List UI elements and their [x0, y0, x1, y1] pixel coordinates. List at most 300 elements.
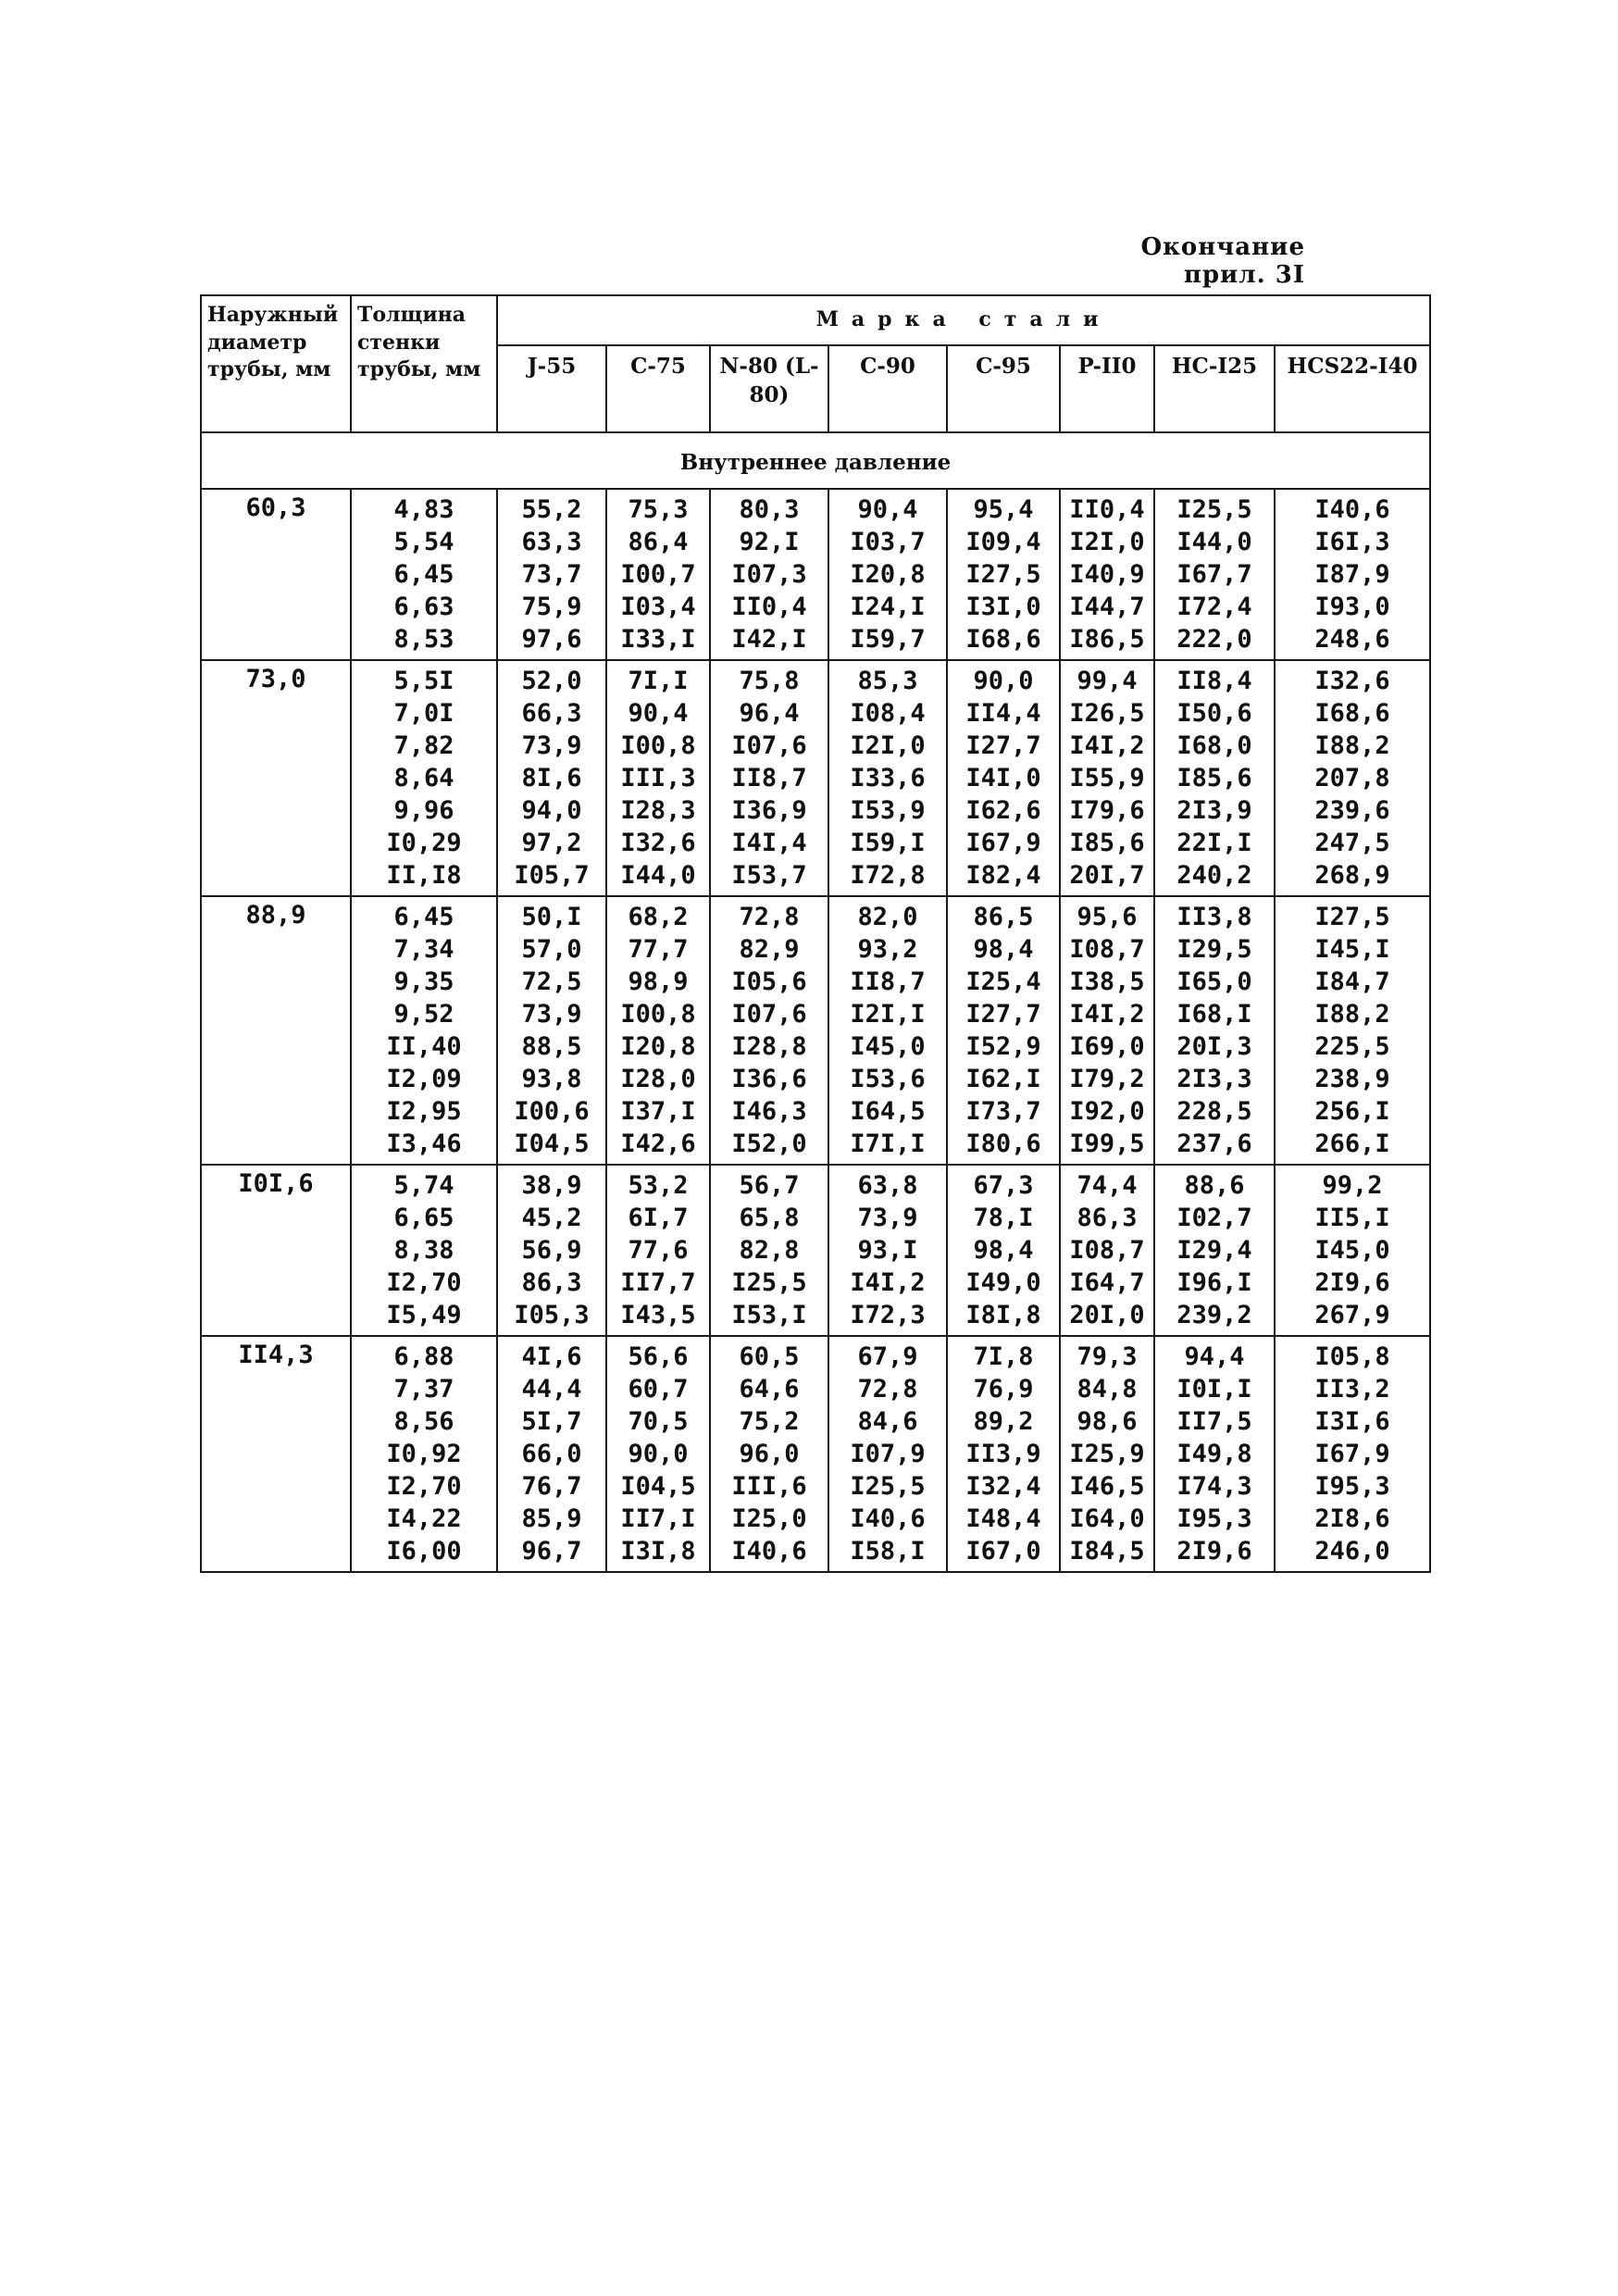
- pressure-value: 68,2: [628, 903, 689, 931]
- wall-thickness-value: I3,46: [386, 1129, 462, 1158]
- pressure-value: I05,3: [514, 1301, 590, 1329]
- pressure-value: II0,4: [1069, 495, 1145, 524]
- pressure-value: I49,0: [965, 1268, 1041, 1297]
- pressure-value: I42,6: [620, 1129, 696, 1158]
- pressure-value: I08,7: [1069, 1236, 1145, 1265]
- pressure-value: I55,9: [1069, 764, 1145, 792]
- pressure-value: III,6: [731, 1472, 807, 1501]
- header-steel-grade: Марка стали: [497, 295, 1430, 345]
- pressure-value: I50,6: [1176, 699, 1252, 728]
- pressure-value: 60,5: [739, 1342, 800, 1371]
- pressure-cell: [1275, 489, 1430, 660]
- pressure-value: 98,9: [628, 967, 689, 996]
- pressure-value: I4I,4: [731, 829, 807, 857]
- wall-thickness-value: 5,5I: [393, 667, 454, 695]
- wall-thickness-value: I2,70: [386, 1268, 462, 1297]
- pressure-cell: [606, 896, 710, 1165]
- pressure-value: 5I,7: [521, 1407, 582, 1436]
- pressure-cell: [606, 1165, 710, 1336]
- wall-thickness-value: 6,65: [393, 1204, 454, 1232]
- pressure-value: I3I,8: [620, 1537, 696, 1566]
- pressure-value: I49,8: [1176, 1440, 1252, 1468]
- pressure-value: I25,5: [1176, 495, 1252, 524]
- pressure-value: 89,2: [973, 1407, 1034, 1436]
- pressure-value: I4I,2: [1069, 731, 1145, 760]
- pressure-value: I27,7: [965, 731, 1041, 760]
- pressure-value: I03,7: [850, 528, 926, 556]
- pressure-value: I99,5: [1069, 1129, 1145, 1158]
- pressure-value: I53,7: [731, 861, 807, 890]
- pressure-value: I27,5: [965, 560, 1041, 589]
- pressure-value: I36,6: [731, 1065, 807, 1093]
- pressure-value: I68,6: [965, 625, 1041, 654]
- pressure-value: 66,3: [521, 699, 582, 728]
- pressure-value: 248,6: [1314, 625, 1390, 654]
- pressure-value: I00,8: [620, 731, 696, 760]
- pressure-value: I40,6: [1314, 495, 1390, 524]
- pressure-value: I32,4: [965, 1472, 1041, 1501]
- pressure-value: I02,7: [1176, 1204, 1252, 1232]
- pressure-value: II3,8: [1176, 903, 1252, 931]
- pressure-value: 52,0: [521, 667, 582, 695]
- pressure-cell: [1275, 660, 1430, 896]
- pressure-value: 57,0: [521, 935, 582, 964]
- pressure-value: I04,5: [620, 1472, 696, 1501]
- pressure-value: 80,3: [739, 495, 800, 524]
- pressure-value: I74,3: [1176, 1472, 1252, 1501]
- pressure-value: 84,6: [857, 1407, 918, 1436]
- pressure-value: I3I,0: [965, 593, 1041, 621]
- pressure-value: I67,9: [965, 829, 1041, 857]
- pressure-value: I69,0: [1069, 1032, 1145, 1061]
- pressure-value: I28,8: [731, 1032, 807, 1061]
- pressure-value: 99,4: [1077, 667, 1138, 695]
- pressure-value: 97,2: [521, 829, 582, 857]
- header-grade: HCS22-I40: [1275, 345, 1430, 432]
- pressure-value: 64,6: [739, 1375, 800, 1404]
- wall-thickness-value: 4,83: [393, 495, 454, 524]
- pressure-value: I53,9: [850, 796, 926, 825]
- pressure-cell: [497, 896, 606, 1165]
- pressure-value: 20I,3: [1176, 1032, 1252, 1061]
- pressure-value: I68,0: [1176, 731, 1252, 760]
- wall-thickness-value: I0,92: [386, 1440, 462, 1468]
- wall-thickness-value: II,I8: [386, 861, 462, 890]
- pressure-value: I52,9: [965, 1032, 1041, 1061]
- pressure-value: 93,I: [857, 1236, 918, 1265]
- wall-thickness-value: II,40: [386, 1032, 462, 1061]
- pressure-value: I80,6: [965, 1129, 1041, 1158]
- pressure-value: I46,3: [731, 1097, 807, 1126]
- pressure-value: I40,9: [1069, 560, 1145, 589]
- pressure-cell: [1275, 1336, 1430, 1572]
- pressure-cell: [1060, 489, 1154, 660]
- pressure-value: I4I,0: [965, 764, 1041, 792]
- wall-thickness-value: 5,54: [393, 528, 454, 556]
- pressure-value: I73,7: [965, 1097, 1041, 1126]
- pressure-cell: [828, 489, 947, 660]
- pressure-value: I93,0: [1314, 593, 1390, 621]
- pressure-cell: [1060, 660, 1154, 896]
- pressure-value: 75,2: [739, 1407, 800, 1436]
- pressure-cell: [828, 1165, 947, 1336]
- pressure-value: I59,I: [850, 829, 926, 857]
- pressure-value: I6I,3: [1314, 528, 1390, 556]
- pressure-value: I84,7: [1314, 967, 1390, 996]
- pressure-cell: [710, 489, 828, 660]
- pressure-value: I87,9: [1314, 560, 1390, 589]
- pressure-value: 2I3,9: [1176, 796, 1252, 825]
- pressure-value: 86,4: [628, 528, 689, 556]
- table-row-group: [201, 1336, 1430, 1572]
- pressure-value: 63,3: [521, 528, 582, 556]
- pressure-value: 6I,7: [628, 1204, 689, 1232]
- pressure-value: 65,8: [739, 1204, 800, 1232]
- pressure-value: 78,I: [973, 1204, 1034, 1232]
- pressure-value: I29,5: [1176, 935, 1252, 964]
- pressure-cell: [1154, 660, 1275, 896]
- wall-thickness-cell: [351, 1165, 497, 1336]
- header-grade: J-55: [497, 345, 606, 432]
- pressure-value: 86,3: [1077, 1204, 1138, 1232]
- pressure-cell: [1060, 1165, 1154, 1336]
- pressure-value: I20,8: [850, 560, 926, 589]
- pressure-value: 86,5: [973, 903, 1034, 931]
- wall-thickness-cell: [351, 660, 497, 896]
- pressure-value: 90,0: [628, 1440, 689, 1468]
- pressure-value: I32,6: [620, 829, 696, 857]
- pressure-cell: [497, 489, 606, 660]
- pressure-value: 95,4: [973, 495, 1034, 524]
- wall-thickness-value: 7,37: [393, 1375, 454, 1404]
- pressure-value: I45,0: [1314, 1236, 1390, 1265]
- pressure-cell: [1275, 896, 1430, 1165]
- table-row-group: [201, 1165, 1430, 1336]
- outer-diameter-cell: 88,9: [201, 896, 351, 1165]
- wall-thickness-value: 8,56: [393, 1407, 454, 1436]
- pressure-value: 240,2: [1176, 861, 1252, 890]
- pressure-cell: [947, 896, 1060, 1165]
- pressure-value: 77,6: [628, 1236, 689, 1265]
- pressure-value: I53,I: [731, 1301, 807, 1329]
- pressure-value: 75,9: [521, 593, 582, 621]
- pressure-value: I07,9: [850, 1440, 926, 1468]
- wall-thickness-value: 8,38: [393, 1236, 454, 1265]
- pressure-value: I07,6: [731, 1000, 807, 1029]
- wall-thickness-cell: [351, 489, 497, 660]
- pressure-value: I45,0: [850, 1032, 926, 1061]
- pressure-value: I25,5: [731, 1268, 807, 1297]
- pressure-cell: [828, 1336, 947, 1572]
- pressure-value: I09,4: [965, 528, 1041, 556]
- wall-thickness-value: 7,34: [393, 935, 454, 964]
- pressure-value: I03,4: [620, 593, 696, 621]
- pressure-value: I40,6: [850, 1504, 926, 1533]
- pressure-value: 73,7: [521, 560, 582, 589]
- wall-thickness-value: I4,22: [386, 1504, 462, 1533]
- pressure-value: I95,3: [1314, 1472, 1390, 1501]
- pressure-value: 96,4: [739, 699, 800, 728]
- pressure-value: I8I,8: [965, 1301, 1041, 1329]
- pressure-value: I05,6: [731, 967, 807, 996]
- pressure-value: I53,6: [850, 1065, 926, 1093]
- pressure-value: 93,8: [521, 1065, 582, 1093]
- pressure-value: 4I,6: [521, 1342, 582, 1371]
- pressure-cell: [606, 489, 710, 660]
- pressure-value: I20,8: [620, 1032, 696, 1061]
- pressure-value: 85,9: [521, 1504, 582, 1533]
- header-grade: N-80 (L-80): [710, 345, 828, 432]
- pressure-value: 88,6: [1184, 1171, 1245, 1200]
- pressure-value: 73,9: [857, 1204, 918, 1232]
- pressure-value: I00,6: [514, 1097, 590, 1126]
- outer-diameter-cell: 60,3: [201, 489, 351, 660]
- pressure-value: I67,9: [1314, 1440, 1390, 1468]
- pressure-value: 22I,I: [1176, 829, 1252, 857]
- pressure-value: 92,I: [739, 528, 800, 556]
- pressure-value: 56,9: [521, 1236, 582, 1265]
- pressure-value: I42,I: [731, 625, 807, 654]
- pressure-value: II7,7: [620, 1268, 696, 1297]
- pressure-value: I32,6: [1314, 667, 1390, 695]
- header-grade: C-75: [606, 345, 710, 432]
- pressure-value: I68,6: [1314, 699, 1390, 728]
- pressure-cell: [1154, 1336, 1275, 1572]
- wall-thickness-value: I2,09: [386, 1065, 462, 1093]
- wall-thickness-value: 7,82: [393, 731, 454, 760]
- header-outer-diameter: Наружный диаметр трубы, мм: [201, 295, 351, 432]
- pressure-value: II4,4: [965, 699, 1041, 728]
- pressure-value: 82,9: [739, 935, 800, 964]
- pressure-cell: [947, 1165, 1060, 1336]
- header-grade: C-95: [947, 345, 1060, 432]
- pressure-value: I0I,I: [1176, 1375, 1252, 1404]
- pressure-value: 228,5: [1176, 1097, 1252, 1126]
- pressure-value: II7,I: [620, 1504, 696, 1533]
- outer-diameter-cell: II4,3: [201, 1336, 351, 1572]
- pressure-cell: [1154, 489, 1275, 660]
- pressure-value: 99,2: [1322, 1171, 1383, 1200]
- pressure-value: I38,5: [1069, 967, 1145, 996]
- header-wall-thickness: Толщина стенки трубы, мм: [351, 295, 497, 432]
- pressure-value: I24,I: [850, 593, 926, 621]
- pressure-value: I59,7: [850, 625, 926, 654]
- pressure-value: I64,0: [1069, 1504, 1145, 1533]
- pressure-value: I62,I: [965, 1065, 1041, 1093]
- pressure-value: 7I,8: [973, 1342, 1034, 1371]
- pressure-value: 222,0: [1176, 625, 1252, 654]
- pressure-value: I7I,I: [850, 1129, 926, 1158]
- pressure-value: I05,8: [1314, 1342, 1390, 1371]
- wall-thickness-value: 8,53: [393, 625, 454, 654]
- pressure-value: II5,I: [1314, 1204, 1390, 1232]
- pressure-value: 72,5: [521, 967, 582, 996]
- pressure-value: I25,4: [965, 967, 1041, 996]
- pressure-value: 75,3: [628, 495, 689, 524]
- pressure-value: 60,7: [628, 1375, 689, 1404]
- pressure-value: I72,4: [1176, 593, 1252, 621]
- pressure-value: 63,8: [857, 1171, 918, 1200]
- pressure-value: I44,0: [620, 861, 696, 890]
- wall-thickness-cell: [351, 896, 497, 1165]
- wall-thickness-value: 8,64: [393, 764, 454, 792]
- pressure-value: I88,2: [1314, 731, 1390, 760]
- pressure-value: I08,7: [1069, 935, 1145, 964]
- pressure-value: 2I9,6: [1176, 1537, 1252, 1566]
- wall-thickness-value: I2,70: [386, 1472, 462, 1501]
- pressure-value: I00,8: [620, 1000, 696, 1029]
- pressure-value: I44,7: [1069, 593, 1145, 621]
- pressure-value: I29,4: [1176, 1236, 1252, 1265]
- pressure-value: 207,8: [1314, 764, 1390, 792]
- pressure-value: II8,4: [1176, 667, 1252, 695]
- pressure-value: I52,0: [731, 1129, 807, 1158]
- wall-thickness-value: 9,35: [393, 967, 454, 996]
- pressure-value: 268,9: [1314, 861, 1390, 890]
- pressure-value: I33,I: [620, 625, 696, 654]
- pressure-cell: [606, 1336, 710, 1572]
- pressure-value: 98,6: [1077, 1407, 1138, 1436]
- pressure-value: 2I9,6: [1314, 1268, 1390, 1297]
- pressure-value: I4I,2: [850, 1268, 926, 1297]
- pressure-cell: [710, 660, 828, 896]
- pressure-value: II8,7: [850, 967, 926, 996]
- pressure-value: 85,3: [857, 667, 918, 695]
- pressure-value: 86,3: [521, 1268, 582, 1297]
- pressure-value: 72,8: [739, 903, 800, 931]
- pressure-value: 90,0: [973, 667, 1034, 695]
- pressure-value: 90,4: [857, 495, 918, 524]
- pressure-value: I26,5: [1069, 699, 1145, 728]
- wall-thickness-value: 7,0I: [393, 699, 454, 728]
- pressure-value: I62,6: [965, 796, 1041, 825]
- pressure-value: I67,0: [965, 1537, 1041, 1566]
- pressure-value: II7,5: [1176, 1407, 1252, 1436]
- pressure-value: 88,5: [521, 1032, 582, 1061]
- pressure-value: 94,4: [1184, 1342, 1245, 1371]
- pressure-value: I82,4: [965, 861, 1041, 890]
- header-grade: C-90: [828, 345, 947, 432]
- pressure-value: I36,9: [731, 796, 807, 825]
- pressure-value: I72,3: [850, 1301, 926, 1329]
- pressure-cell: [828, 896, 947, 1165]
- pressure-value: 238,9: [1314, 1065, 1390, 1093]
- pressure-value: 67,9: [857, 1342, 918, 1371]
- pressure-value: 239,2: [1176, 1301, 1252, 1329]
- pressure-value: I44,0: [1176, 528, 1252, 556]
- pressure-value: 74,4: [1077, 1171, 1138, 1200]
- pressure-value: 98,4: [973, 1236, 1034, 1265]
- pressure-cell: [710, 896, 828, 1165]
- pressure-value: I68,I: [1176, 1000, 1252, 1029]
- pressure-value: 267,9: [1314, 1301, 1390, 1329]
- header-grade: P-II0: [1060, 345, 1154, 432]
- pressure-value: II3,2: [1314, 1375, 1390, 1404]
- pressure-value: I2I,0: [1069, 528, 1145, 556]
- pressure-value: 53,2: [628, 1171, 689, 1200]
- pressure-value: I92,0: [1069, 1097, 1145, 1126]
- table-body: [201, 432, 1430, 1572]
- pressure-value: I84,5: [1069, 1537, 1145, 1566]
- pressure-value: 77,7: [628, 935, 689, 964]
- wall-thickness-cell: [351, 1336, 497, 1572]
- pressure-value: I04,5: [514, 1129, 590, 1158]
- pressure-value: I3I,6: [1314, 1407, 1390, 1436]
- section-title: Внутреннее давление: [201, 432, 1430, 489]
- pressure-value: 266,I: [1314, 1129, 1390, 1158]
- pressure-value: I2I,I: [850, 1000, 926, 1029]
- pressure-value: I08,4: [850, 699, 926, 728]
- outer-diameter-cell: I0I,6: [201, 1165, 351, 1336]
- wall-thickness-value: 6,45: [393, 560, 454, 589]
- pressure-cell: [947, 1336, 1060, 1572]
- pressure-value: I96,I: [1176, 1268, 1252, 1297]
- pressure-cell: [1154, 1165, 1275, 1336]
- pressure-value: I67,7: [1176, 560, 1252, 589]
- pressure-value: 95,6: [1077, 903, 1138, 931]
- pressure-value: 97,6: [521, 625, 582, 654]
- pressure-value: 73,9: [521, 731, 582, 760]
- pressure-cell: [710, 1336, 828, 1572]
- pressure-value: I4I,2: [1069, 1000, 1145, 1029]
- pressure-cell: [947, 489, 1060, 660]
- pressure-value: I48,4: [965, 1504, 1041, 1533]
- pressure-value: I00,7: [620, 560, 696, 589]
- pressure-value: I28,3: [620, 796, 696, 825]
- wall-thickness-value: I0,29: [386, 829, 462, 857]
- pressure-value: I64,5: [850, 1097, 926, 1126]
- pressure-value: I79,6: [1069, 796, 1145, 825]
- pressure-value: 20I,7: [1069, 861, 1145, 890]
- pressure-cell: [1060, 1336, 1154, 1572]
- pressure-cell: [1275, 1165, 1430, 1336]
- pressure-value: I07,6: [731, 731, 807, 760]
- pressure-value: II0,4: [731, 593, 807, 621]
- pressure-value: 239,6: [1314, 796, 1390, 825]
- pressure-value: I07,3: [731, 560, 807, 589]
- pressure-value: 247,5: [1314, 829, 1390, 857]
- pressure-value: 93,2: [857, 935, 918, 964]
- pressure-cell: [497, 1165, 606, 1336]
- pressure-value: 76,7: [521, 1472, 582, 1501]
- pressure-value: I86,5: [1069, 625, 1145, 654]
- pressure-cell: [497, 660, 606, 896]
- pressure-cell: [1154, 896, 1275, 1165]
- pressure-value: I85,6: [1176, 764, 1252, 792]
- pressure-value: 94,0: [521, 796, 582, 825]
- pressure-value: I95,3: [1176, 1504, 1252, 1533]
- pressure-value: III,3: [620, 764, 696, 792]
- pressure-value: 76,9: [973, 1375, 1034, 1404]
- pressure-value: 96,7: [521, 1537, 582, 1566]
- pressure-value: II3,9: [965, 1440, 1041, 1468]
- pressure-value: II8,7: [731, 764, 807, 792]
- wall-thickness-value: 9,96: [393, 796, 454, 825]
- pressure-value: 38,9: [521, 1171, 582, 1200]
- pressure-value: 237,6: [1176, 1129, 1252, 1158]
- pressure-value: 66,0: [521, 1440, 582, 1468]
- pressure-value: 45,2: [521, 1204, 582, 1232]
- pressure-value: 82,8: [739, 1236, 800, 1265]
- wall-thickness-value: 5,74: [393, 1171, 454, 1200]
- pressure-value: 96,0: [739, 1440, 800, 1468]
- pressure-value: 82,0: [857, 903, 918, 931]
- pressure-value: I05,7: [514, 861, 590, 890]
- pressure-value: 246,0: [1314, 1537, 1390, 1566]
- wall-thickness-value: I6,00: [386, 1537, 462, 1566]
- pressure-value: I27,5: [1314, 903, 1390, 931]
- pressure-value: I85,6: [1069, 829, 1145, 857]
